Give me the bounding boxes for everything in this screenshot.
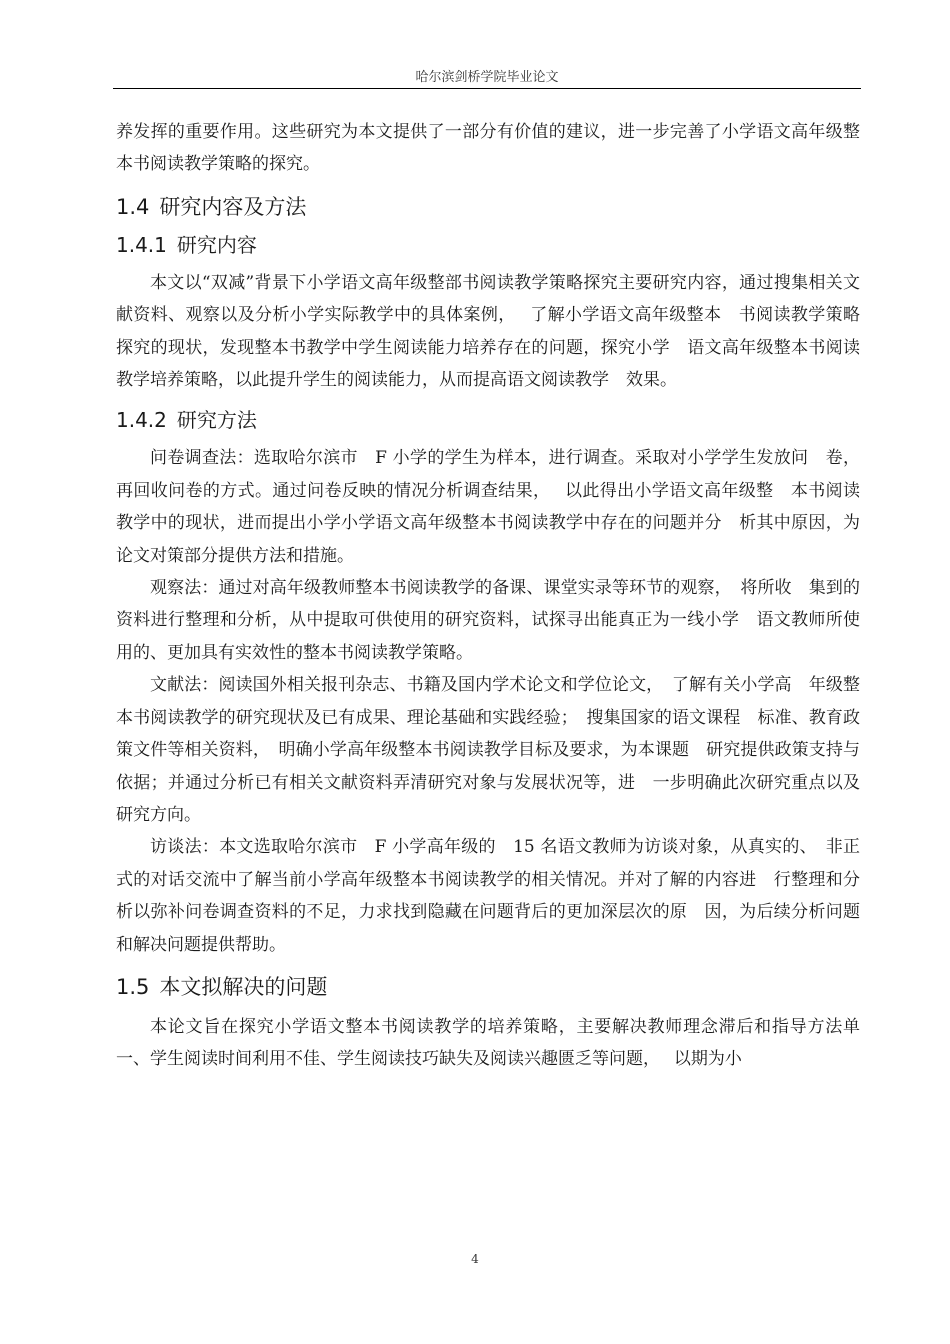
running-header: 哈尔滨剑桥学院毕业论文 — [415, 70, 559, 85]
section-heading-1-4 — [116, 193, 860, 221]
section-title: 研究方法 — [176, 408, 257, 433]
section-title: 本文拟解决的问题 — [159, 974, 328, 999]
header-divider — [113, 88, 861, 89]
section-number: 1.5 — [116, 974, 150, 999]
research-content-paragraph: 本文以“双减”背景下小学语文高年级整部书阅读教学策略探究主要研究内容，通过搜集相关文献资料、观察以及分析小学实际教学中的具体案例， 了解小学语文高年级整本 书阅读教学策略探究的现状，发现整本书教学中学生阅读能力培养存在的问题，探究小学 语文高年级整本书阅读教学培养策略，以此提升学生的阅读能力，从而提高语文阅读教学 效果。 — [116, 272, 860, 391]
section-number: 1.4 — [116, 194, 150, 219]
method-questionnaire-paragraph: 问卷调查法：选取哈尔滨市 F 小学的学生为样本，进行调查。采取对小学学生发放问 卷，再回收问卷的方式。通过问卷反映的情况分析调查结果， 以此得出小学语文高年级整 本书阅读教学中的现状，进而提出小学小学语文高年级整本书阅读教学中存在的问题并分 析其中原因，为论文对策部分提供方法和措施。 — [116, 448, 860, 566]
method-literature-paragraph: 文献法：阅读国外相关报刊杂志、书籍及国内学术论文和学位论文， 了解有关小学高 年级整本书阅读教学的研究现状及已有成果、理论基础和实践经验； 搜集国家的语文课程 标准、教育政策文件等相关资料， 明确小学高年级整本书阅读教学目标及要求，为本课题 研究提供政策支持与依据；并通过分析已有相关文献资料弄清研究对象与发展状况等，进 一步明确此次研究重点以及研究方向。 — [116, 675, 860, 825]
method-interview-paragraph: 访谈法：本文选取哈尔滨市 F 小学高年级的 15 名语文教师为访谈对象，从真实的、 非正式的对话交流中了解当前小学高年级整本书阅读教学的相关情况。并对了解的内容进 行整理和分析以弥补问卷调查资料的不足，力求找到隐藏在问题背后的更加深层次的原 因，为后续分析问题和解决问题提供帮助。 — [116, 837, 860, 955]
section-heading-1-5 — [116, 973, 860, 1001]
page-number: 4 — [471, 1252, 479, 1266]
problems-paragraph: 本论文旨在探究小学语文整本书阅读教学的培养策略，主要解决教师理念滞后和指导方法单一、学生阅读时间利用不佳、学生阅读技巧缺失及阅读兴趣匮乏等问题， 以期为小 — [116, 1016, 860, 1070]
section-title: 研究内容 — [176, 232, 257, 257]
section-title: 研究内容及方法 — [159, 194, 307, 219]
section-heading-1-4-2 — [116, 406, 860, 434]
section-heading-1-4-1 — [116, 231, 860, 259]
section-number: 1.4.2 — [116, 408, 167, 433]
section-number: 1.4.1 — [116, 232, 167, 257]
page-body — [116, 116, 860, 1076]
intro-paragraph: 养发挥的重要作用。这些研究为本文提供了一部分有价值的建议，进一步完善了小学语文高年级整本书阅读教学策略的探究。 — [116, 122, 860, 175]
method-observation-paragraph: 观察法：通过对高年级教师整本书阅读教学的备课、课堂实录等环节的观察， 将所收 集到的资料进行整理和分析，从中提取可供使用的研究资料，试探寻出能真正为一线小学 语文教师所使用的、更加具有实效性的整本书阅读教学策略。 — [116, 578, 860, 663]
